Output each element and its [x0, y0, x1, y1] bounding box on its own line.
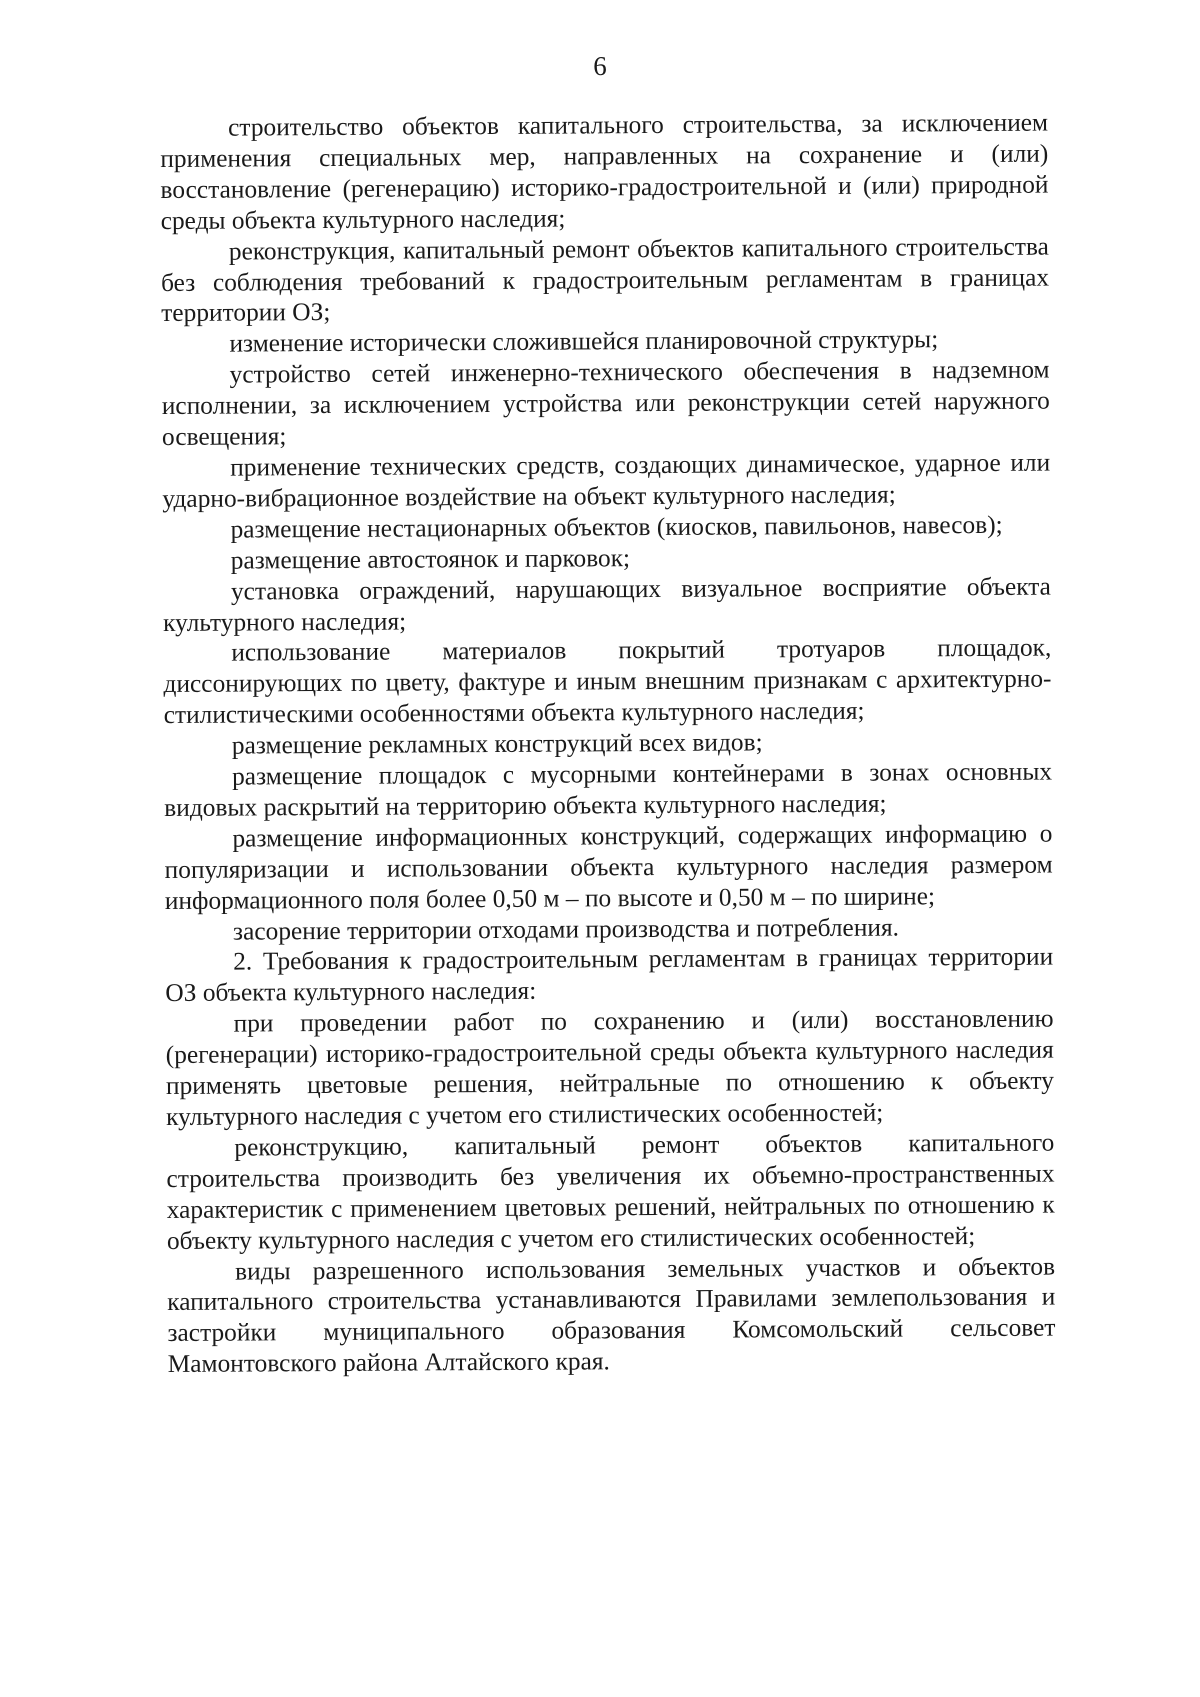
paragraph-12: размещение информационных конструкций, содержащих информацию о популяризации и использовании объекта культурного наследия размером информационного поля более 0,50 м – по высоте и 0,50 м – по ширине;: [164, 819, 1053, 915]
paragraph-10: размещение рекламных конструкций всех видов;: [231, 728, 763, 760]
document-body: [160, 108, 1056, 1381]
paragraph-5: применение технических средств, создающих динамическое, ударное или ударно-вибрационное воздействие на объект культурного наследия;: [162, 448, 1051, 513]
paragraph-1: строительство объектов капитального строительства, за исключением применения специальных мер, направленных на сохранение и (или) восстановление (регенерацию) историко-градостроительной и (или) природной среды объекта культурного наследия;: [160, 108, 1049, 235]
paragraph-17: виды разрешенного использования земельных участков и объектов капитального строительства устанавливаются Правилами землепользования и застройки муниципального образования Комсомольский сельсовет Мамонтовского района Алтайского края.: [167, 1252, 1056, 1379]
paragraph-6: размещение нестационарных объектов (киосков, павильонов, навесов);: [230, 510, 1003, 544]
paragraph-11: размещение площадок с мусорными контейнерами в зонах основных видовых раскрытий на территорию объекта культурного наследия;: [164, 757, 1053, 822]
paragraph-15: при проведении работ по сохранению и (или) восстановлению (регенерации) историко-градостроительной среды объекта культурного наследия применять цветовые решения, нейтральные по отношению к объекту культурного наследия с учетом его стилистических особенностей;: [165, 1004, 1055, 1131]
paragraph-4: устройство сетей инженерно-технического обеспечения в надземном исполнении, за исключением устройства или реконструкции сетей наружного освещения;: [161, 355, 1050, 452]
paragraph-13: засорение территории отходами производства и потребления.: [232, 913, 900, 946]
page-number: 6: [593, 51, 607, 81]
paragraph-8: установка ограждений, нарушающих визуальное восприятие объекта культурного наследия;: [163, 572, 1051, 637]
paragraph-16: реконструкцию, капитальный ремонт объектов капитального строительства производить без увеличения их объемно-пространственных характеристик с применением цветовых решений, нейтральных по отношению к объекту культурного наследия с учетом его стилистических особенностей;: [166, 1128, 1055, 1255]
paragraph-2: реконструкция, капитальный ремонт объектов капитального строительства без соблюдения требований к градостроительным регламентам в границах территории ОЗ;: [160, 232, 1050, 328]
section-heading-2: 2. Требования к градостроительным регламентам в границах территории ОЗ объекта культурного наследия:: [165, 943, 1054, 1008]
paragraph-7: размещение автостоянок и парковок;: [230, 543, 631, 575]
paragraph-9: использование материалов покрытий тротуаров площадок, диссонирующих по цвету, фактуре и иным внешним признакам с архитектурно-стилистическими особенностями объекта культурного наследия;: [163, 633, 1052, 730]
paragraph-3: изменение исторически сложившейся планировочной структуры;: [229, 325, 939, 358]
